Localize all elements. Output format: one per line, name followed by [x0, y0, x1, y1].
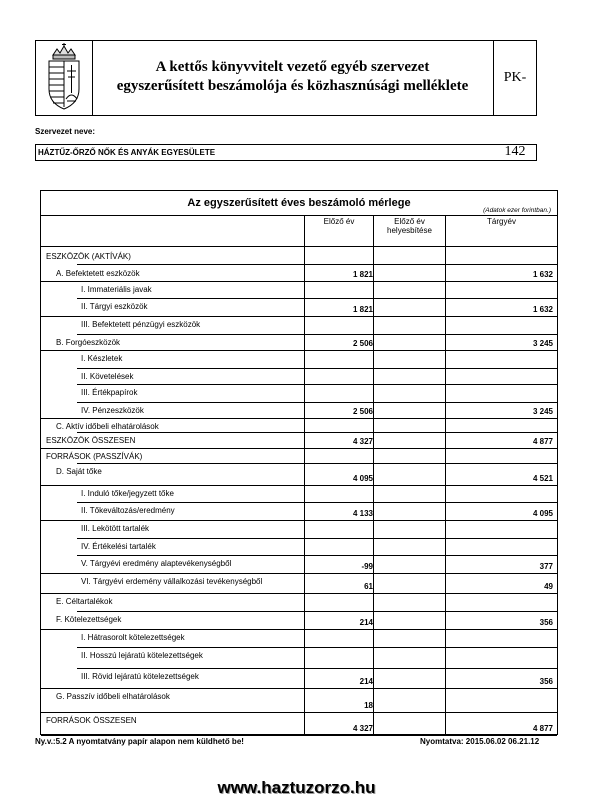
table-row	[41, 463, 557, 485]
row-current-value: 4 877	[532, 437, 553, 446]
row-current-value: 1 632	[532, 270, 553, 279]
row-current-value: 49	[544, 582, 553, 591]
row-prev-value: 214	[359, 677, 373, 686]
row-prev-value: 18	[364, 701, 373, 710]
row-label: F. Kötelezettségek	[56, 615, 122, 624]
table-row	[41, 611, 557, 629]
coat-of-arms-cell	[36, 41, 93, 115]
table-row	[41, 384, 557, 402]
table-row	[41, 418, 557, 432]
table-row	[41, 647, 557, 668]
table-row	[41, 668, 557, 688]
column-header-prev: Előző év	[323, 217, 355, 226]
row-prev-value: 4 327	[352, 724, 373, 733]
unit-note: (Adatok ezer forintban.)	[483, 207, 551, 214]
row-label: II. Tárgyi eszközök	[81, 302, 148, 311]
row-current-value: 4 521	[532, 474, 553, 483]
table-row	[41, 248, 557, 264]
table-row	[41, 298, 557, 316]
table-row	[41, 485, 557, 502]
table-row	[41, 350, 557, 368]
row-label: D. Saját tőke	[56, 467, 102, 476]
table-row	[41, 334, 557, 350]
column-header-prev-corr-line2: helyesbítése	[387, 226, 432, 235]
row-label: FORRÁSOK (PASSZÍVÁK)	[46, 452, 143, 461]
table-row	[41, 712, 557, 735]
table-row	[41, 432, 557, 448]
row-label: II. Hosszú lejáratú kötelezettségek	[81, 651, 203, 660]
row-current-value: 1 632	[532, 305, 553, 314]
row-label: ESZKÖZÖK ÖSSZESEN	[46, 436, 136, 445]
row-label: I. Készletek	[81, 354, 123, 363]
table-columns-rule	[41, 246, 557, 247]
row-label: B. Forgóeszközök	[56, 338, 121, 347]
row-label: I. Hátrasorolt kötelezettségek	[81, 633, 185, 642]
organization-name: HÁZTŰZ-ŐRZŐ NŐK ÉS ANYÁK EGYESÜLETE	[35, 144, 537, 161]
row-rule	[41, 735, 557, 736]
row-label: III. Rövid lejáratú kötelezettségek	[81, 672, 199, 681]
row-label: E. Céltartalékok	[56, 597, 113, 606]
row-label: I. Induló tőke/jegyzett tőke	[81, 489, 174, 498]
table-row	[41, 281, 557, 298]
table-row	[41, 573, 557, 593]
row-prev-value: 61	[364, 582, 373, 591]
row-prev-value: 1 821	[352, 305, 373, 314]
row-label: A. Befektetett eszközök	[56, 269, 140, 278]
form-title-line1: A kettős könyvvitelt vezető egyéb szervezet	[155, 59, 430, 75]
table-row	[41, 502, 557, 520]
row-current-value: 3 245	[532, 339, 553, 348]
organization-label: Szervezet neve:	[35, 127, 96, 136]
row-label: IV. Pénzeszközök	[81, 406, 144, 415]
row-prev-value: 4 327	[352, 437, 373, 446]
table-row	[41, 402, 557, 418]
table-row	[41, 593, 557, 611]
website-link[interactable]: www.haztuzorzo.hu	[217, 778, 376, 797]
row-label: III. Befektetett pénzügyi eszközök	[81, 320, 201, 329]
row-label: G. Passzív időbeli elhatárolások	[56, 692, 170, 701]
balance-sheet-title: Az egyszerűsített éves beszámoló mérlege	[187, 197, 411, 209]
row-label: II. Tőkeváltozás/eredmény	[81, 506, 175, 515]
column-header-current: Tárgyév	[487, 217, 516, 226]
table-row	[41, 265, 557, 281]
row-current-value: 3 245	[532, 407, 553, 416]
hungarian-coat-of-arms-icon	[36, 41, 92, 115]
table-row	[41, 538, 557, 555]
row-current-value: 377	[539, 562, 553, 571]
row-prev-value: 2 506	[352, 339, 373, 348]
column-header-prev-corr	[374, 217, 445, 235]
form-title	[92, 41, 494, 115]
row-label: C. Aktív időbeli elhatárolások	[56, 422, 159, 431]
row-current-value: 356	[539, 677, 553, 686]
row-label: III. Lekötött tartalék	[81, 524, 150, 533]
row-label: FORRÁSOK ÖSSZESEN	[46, 716, 137, 725]
table-header-rule	[41, 215, 557, 216]
row-label: III. Értékpapírok	[81, 388, 138, 397]
table-row	[41, 688, 557, 712]
table-row	[41, 368, 557, 384]
row-current-value: 4 877	[532, 724, 553, 733]
row-prev-value: 4 133	[352, 509, 373, 518]
row-label: V. Tárgyévi eredmény alaptevékenységből	[81, 559, 232, 568]
row-label: IV. Értékelési tartalék	[81, 542, 156, 551]
table-row	[41, 629, 557, 647]
column-header-prev-corr-line1: Előző év	[394, 217, 425, 226]
row-current-value: 4 095	[532, 509, 553, 518]
row-prev-value: 2 506	[352, 407, 373, 416]
footer-version-note: Ny.v.:5.2 A nyomtatvány papír alapon nem küldhető be!	[35, 737, 244, 746]
row-prev-value: 214	[359, 618, 373, 627]
row-label: ESZKÖZÖK (AKTÍVÁK)	[46, 252, 131, 261]
footer-print-date: Nyomtatva: 2015.06.02 06.21.12	[420, 737, 540, 746]
row-current-value: 356	[539, 618, 553, 627]
table-row	[41, 448, 557, 463]
table-row	[41, 316, 557, 334]
table-row	[41, 520, 557, 538]
row-prev-value: 4 095	[352, 474, 373, 483]
row-label: I. Immateriális javak	[81, 285, 152, 294]
row-prev-value: 1 821	[352, 270, 373, 279]
row-prev-value: -99	[361, 562, 373, 571]
row-label: II. Követelések	[81, 372, 134, 381]
row-label: VI. Tárgyévi erdemény vállalkozási tevékenységből	[81, 577, 263, 586]
table-row	[41, 555, 557, 573]
form-code: PK-142	[503, 70, 527, 159]
form-title-line2: egyszerűsített beszámolója és közhasznúsági melléklete	[116, 78, 469, 94]
